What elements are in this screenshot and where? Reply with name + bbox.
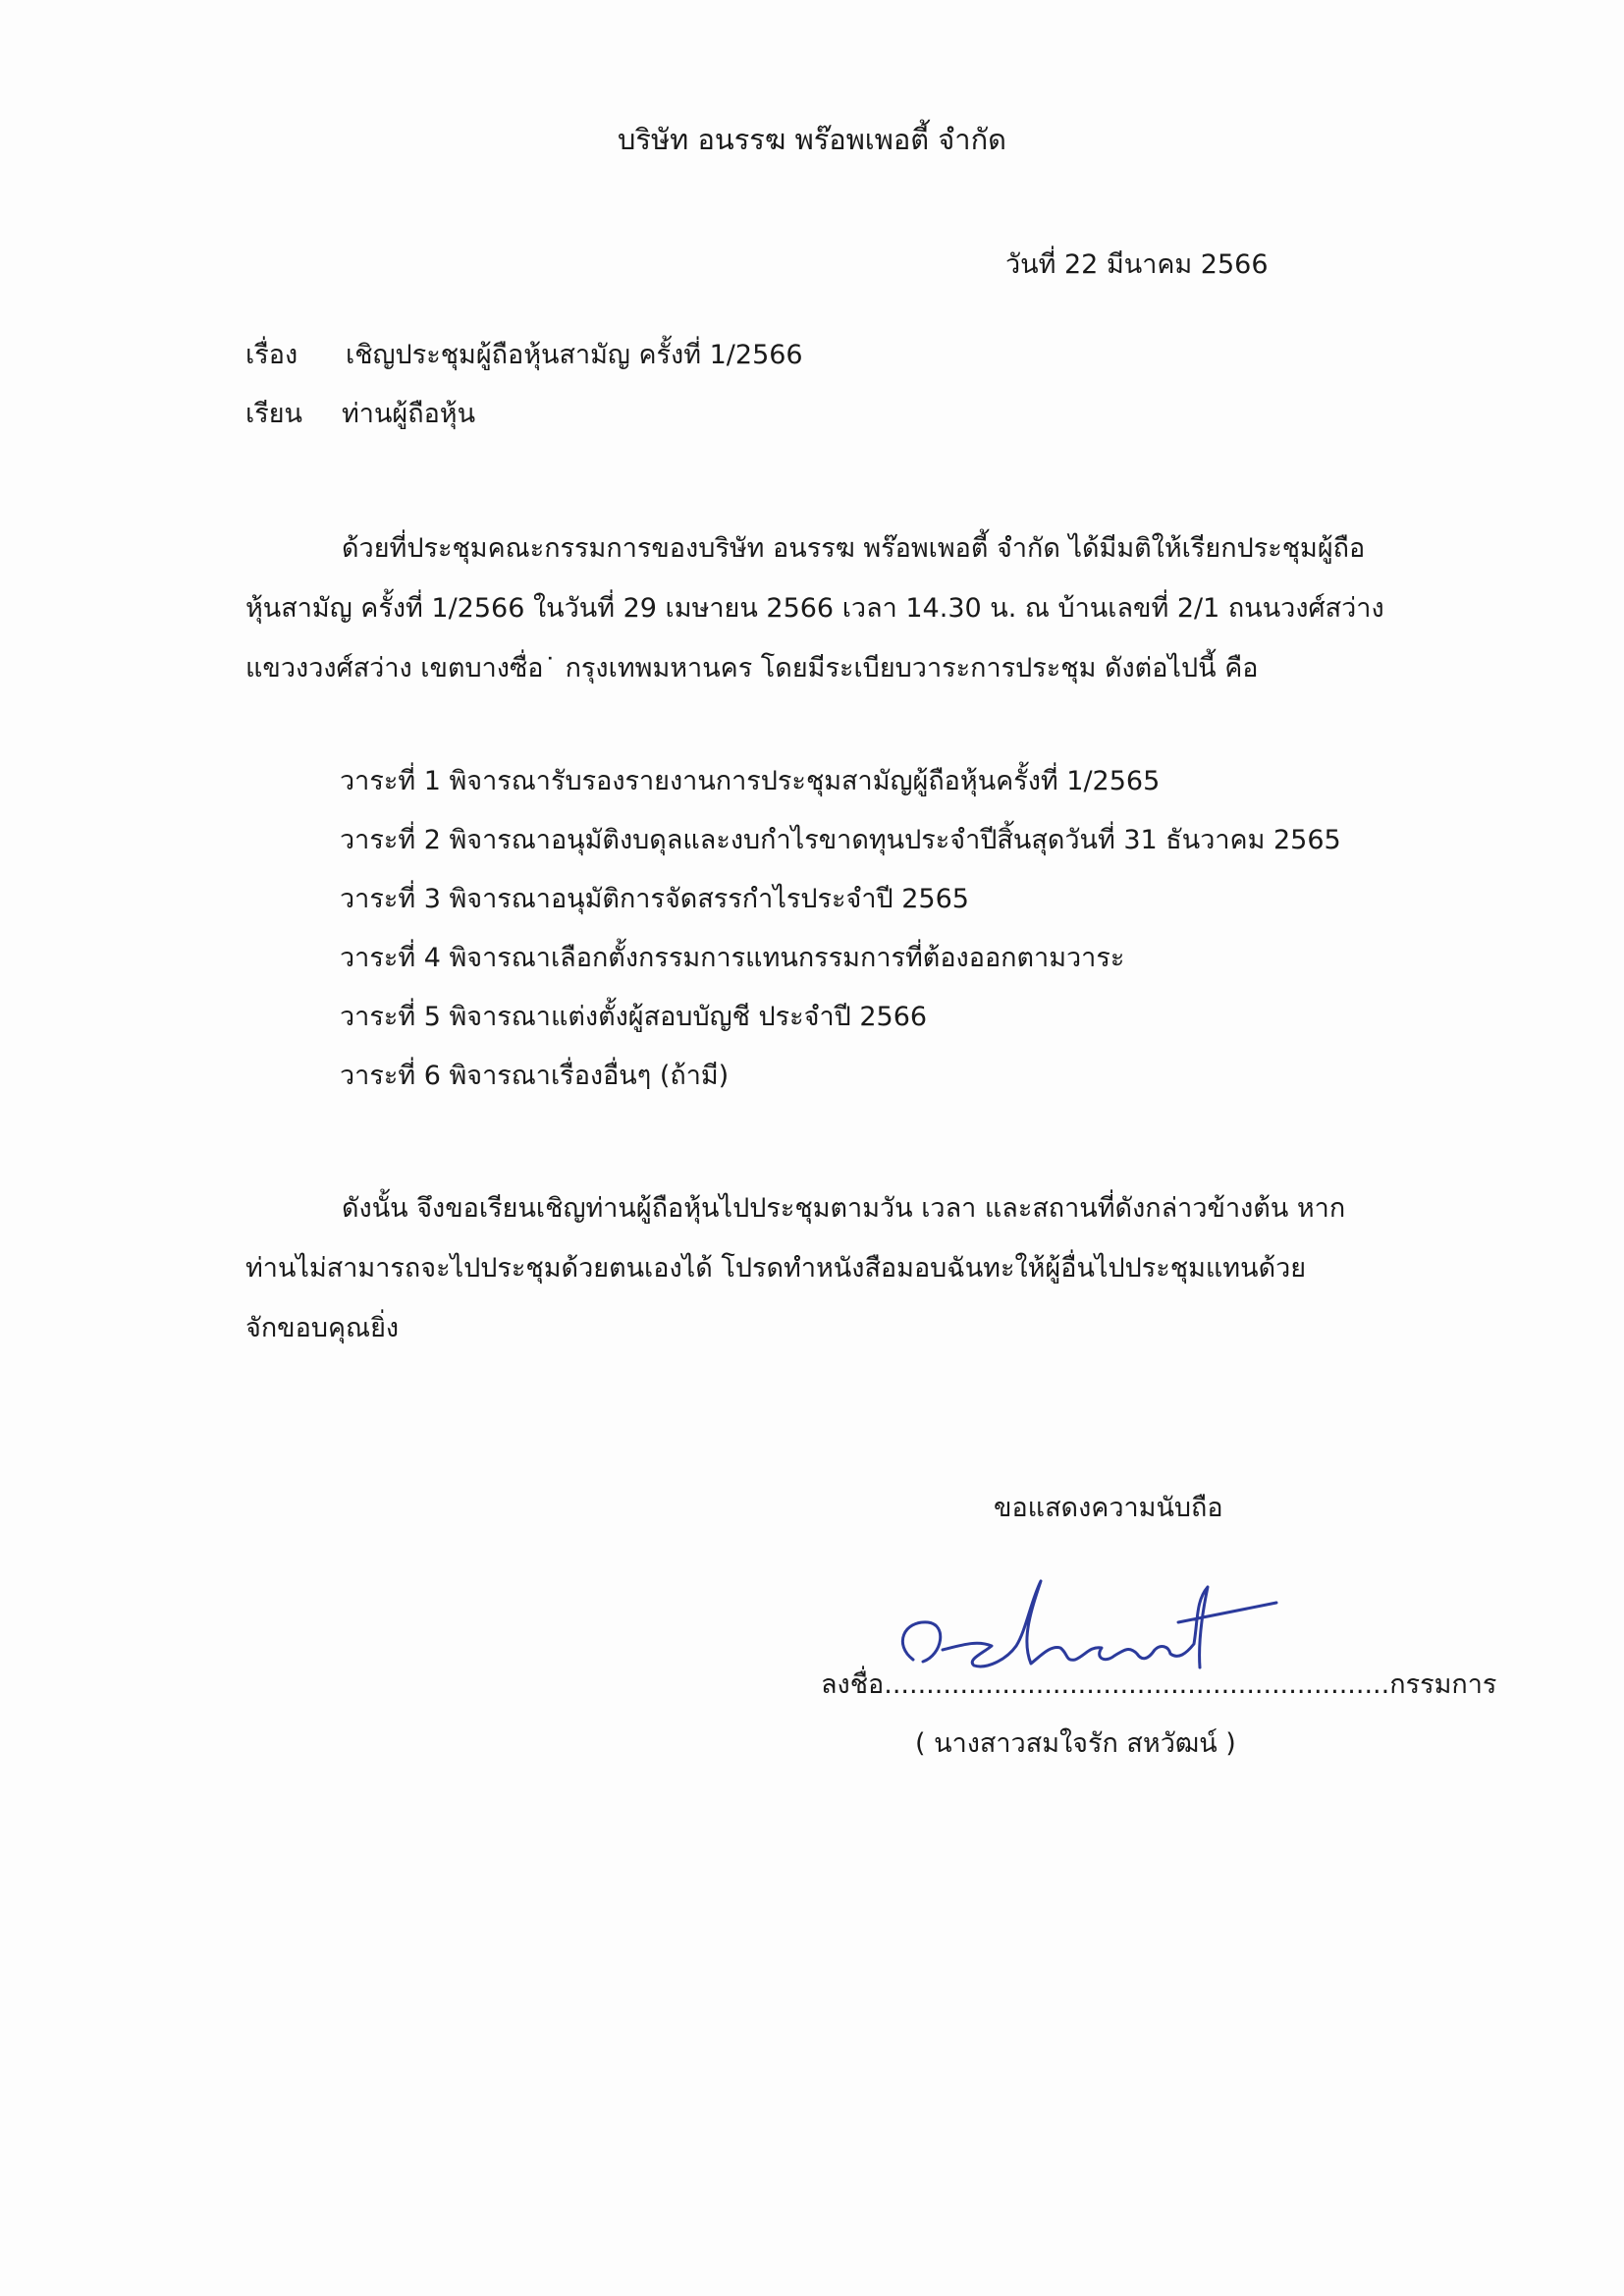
intro-paragraph	[245, 519, 1414, 698]
agenda-item: วาระที่ 2 พิจารณาอนุมัติงบดุลและงบกำไรขาดทุนประจำปีสิ้นสุดวันที่ 31 ธันวาคม 2565	[340, 825, 1341, 855]
intro-line: แขวงวงศ์สว่าง เขตบางซื่อ˙ กรุงเทพมหานคร โดยมีระเบียบวาระการประชุม ดังต่อไปนี้ คือ	[245, 653, 1259, 683]
closing-line: ดังนั้น จึงขอเรียนเชิญท่านผู้ถือหุ้นไปประชุมตามวัน เวลา และสถานที่ดังกล่าวข้างต้น หาก	[342, 1193, 1346, 1224]
letter-date: วันที่ 22 มีนาคม 2566	[1005, 249, 1269, 280]
agenda-item: วาระที่ 6 พิจารณาเรื่องอื่นๆ (ถ้ามี)	[340, 1061, 730, 1091]
intro-line: หุ้นสามัญ ครั้งที่ 1/2566 ในวันที่ 29 เมษายน 2566 เวลา 14.30 น. ณ บ้านเลขที่ 2/1 ถนนวงศ์สว่าง	[245, 593, 1384, 624]
recipient-text: ท่านผู้ถือหุ้น	[342, 399, 476, 429]
agenda-item: วาระที่ 4 พิจารณาเลือกตั้งกรรมการแทนกรรมการที่ต้องออกตามวาระ	[340, 943, 1125, 973]
signature-line: ลงชื่อ............................................................กรรมการ	[821, 1669, 1497, 1700]
subject-text: เชิญประชุมผู้ถือหุ้นสามัญ ครั้งที่ 1/2566	[346, 340, 803, 370]
agenda-list	[340, 752, 1341, 1106]
recipient-label: เรียน	[245, 399, 303, 429]
signer-name: ( นางสาวสมใจรัก สหวัฒน์ )	[915, 1728, 1236, 1759]
agenda-item: วาระที่ 5 พิจารณาแต่งตั้งผู้สอบบัญชี ประจำปี 2566	[340, 1002, 928, 1032]
closing-line: ท่านไม่สามารถจะไปประชุมด้วยตนเองได้ โปรดทำหนังสือมอบฉันทะให้ผู้อื่นไปประชุมแทนด้วย	[245, 1253, 1307, 1284]
closing-paragraph	[245, 1178, 1414, 1358]
company-name: บริษัท อนรรฆ พร๊อพเพอตี้ จำกัด	[618, 123, 1006, 156]
agenda-item: วาระที่ 3 พิจารณาอนุมัติการจัดสรรกำไรประจำปี 2565	[340, 884, 969, 914]
intro-line: ด้วยที่ประชุมคณะกรรมการของบริษัท อนรรฆ พร๊อพเพอตี้ จำกัด ได้มีมติให้เรียกประชุมผู้ถือ	[342, 533, 1366, 564]
complimentary-close: ขอแสดงความนับถือ	[994, 1493, 1223, 1523]
agenda-item: วาระที่ 1 พิจารณารับรองรายงานการประชุมสามัญผู้ถือหุ้นครั้งที่ 1/2565	[340, 766, 1161, 796]
subject-label: เรื่อง	[245, 340, 298, 370]
closing-line: จักขอบคุณยิ่ง	[245, 1313, 400, 1343]
